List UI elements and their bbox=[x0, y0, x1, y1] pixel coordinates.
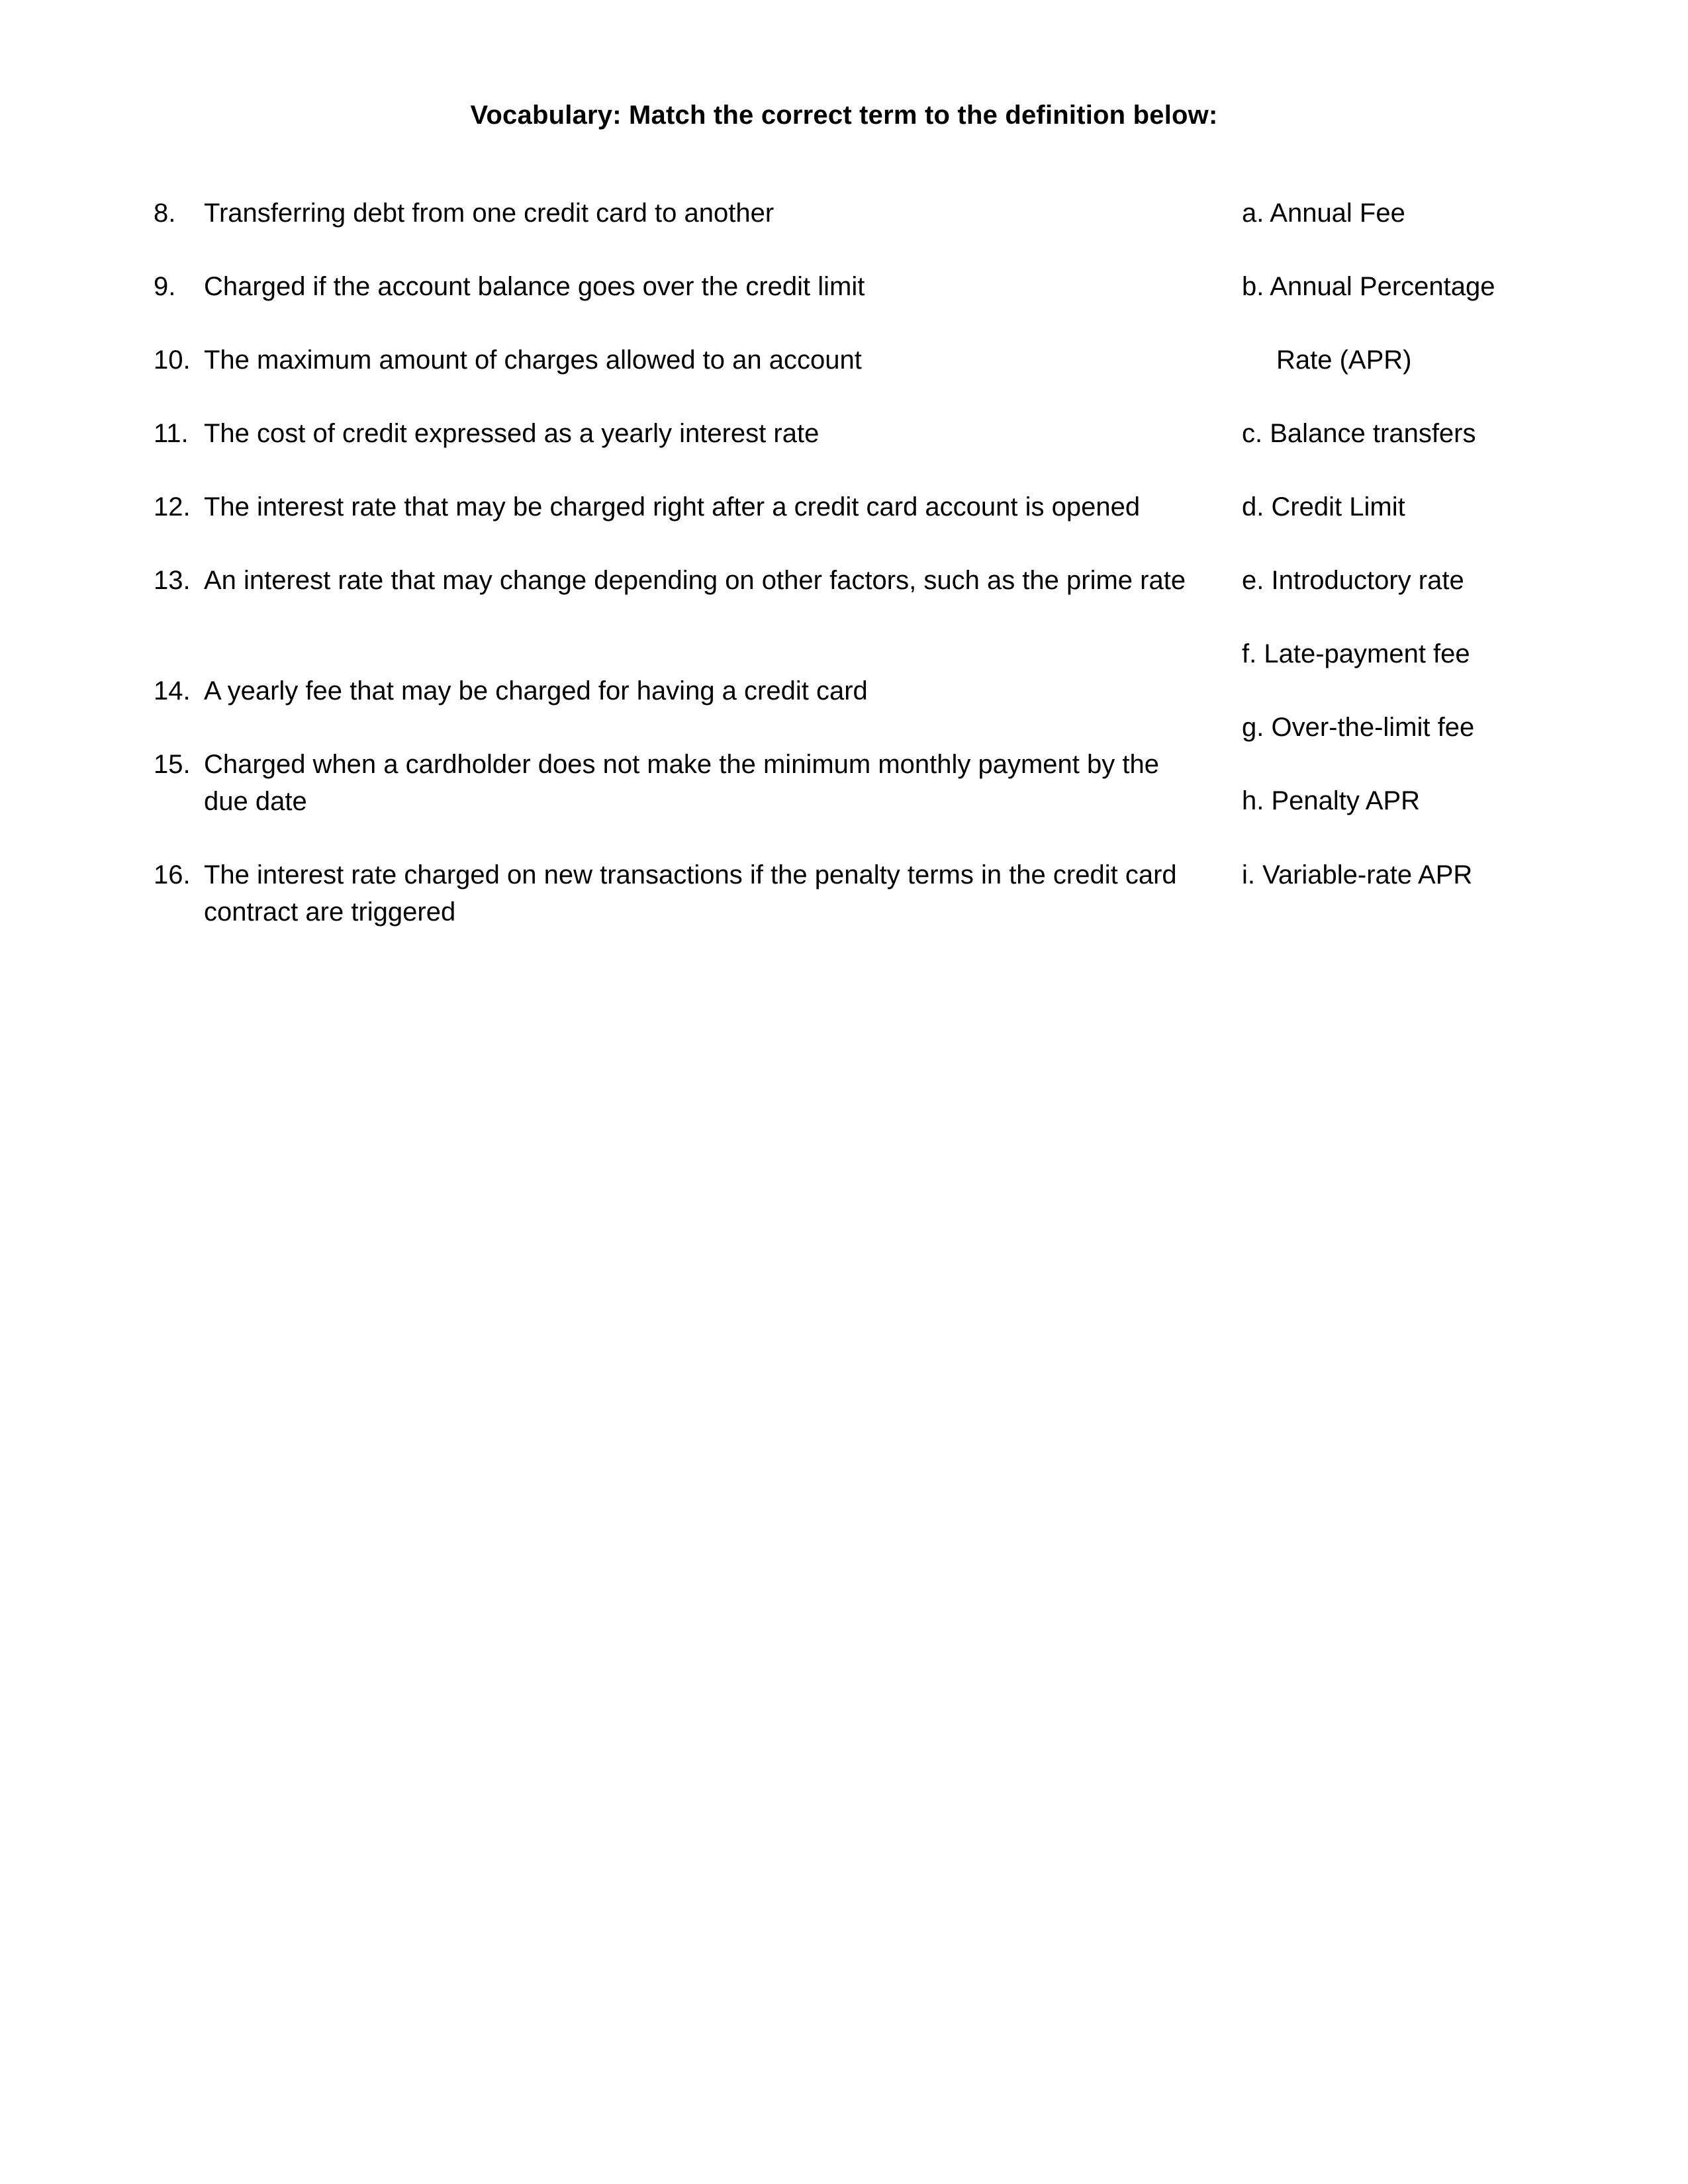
definition-text: Charged if the account balance goes over the credit limit bbox=[204, 272, 865, 301]
definition-item bbox=[154, 672, 1199, 709]
definition-number: 13. bbox=[154, 566, 191, 595]
definition-item bbox=[154, 562, 1199, 599]
definition-number: 11. bbox=[154, 419, 189, 448]
definition-text: The interest rate that may be charged right after a credit card account is opened bbox=[204, 492, 1141, 522]
definition-item bbox=[154, 268, 1199, 305]
definition-text: An interest rate that may change depending on other factors, such as the prime rate bbox=[204, 566, 1186, 595]
term-item: e. Introductory rate bbox=[1242, 566, 1464, 595]
definition-number: 15. bbox=[154, 750, 191, 779]
definition-item bbox=[154, 195, 1199, 232]
term-item: g. Over-the-limit fee bbox=[1242, 713, 1475, 742]
definition-text: Transferring debt from one credit card to another bbox=[204, 199, 774, 228]
definition-text: Charged when a cardholder does not make the minimum monthly payment by the due date bbox=[204, 750, 1159, 816]
term-item: h. Penalty APR bbox=[1242, 786, 1421, 815]
term-item: f. Late-payment fee bbox=[1242, 639, 1470, 668]
term-item: c. Balance transfers bbox=[1242, 419, 1476, 448]
definition-number: 16. bbox=[154, 860, 191, 889]
definition-item bbox=[154, 341, 1199, 379]
definition-number: 8. bbox=[154, 199, 176, 228]
term-item: a. Annual Fee bbox=[1242, 199, 1405, 228]
definition-number: 14. bbox=[154, 676, 191, 705]
definition-item bbox=[154, 746, 1199, 820]
term-item: d. Credit Limit bbox=[1242, 492, 1405, 522]
term-item: b. Annual Percentage bbox=[1242, 272, 1495, 301]
definition-item bbox=[154, 856, 1199, 931]
definition-text: The maximum amount of charges allowed to an account bbox=[204, 345, 862, 375]
definition-text: The interest rate charged on new transactions if the penalty terms in the credit card contract are triggered bbox=[204, 860, 1177, 927]
page-title: Vocabulary: Match the correct term to the definition below: bbox=[470, 101, 1218, 130]
definition-number: 12. bbox=[154, 492, 191, 522]
definition-text: A yearly fee that may be charged for having a credit card bbox=[204, 676, 868, 705]
term-item-continuation: Rate (APR) bbox=[1276, 345, 1412, 375]
definition-number: 10. bbox=[154, 345, 191, 375]
term-item: i. Variable-rate APR bbox=[1242, 860, 1473, 889]
definition-text: The cost of credit expressed as a yearly interest rate bbox=[204, 419, 820, 448]
definition-number: 9. bbox=[154, 272, 176, 301]
definition-item bbox=[154, 415, 1199, 452]
definition-item bbox=[154, 488, 1199, 525]
